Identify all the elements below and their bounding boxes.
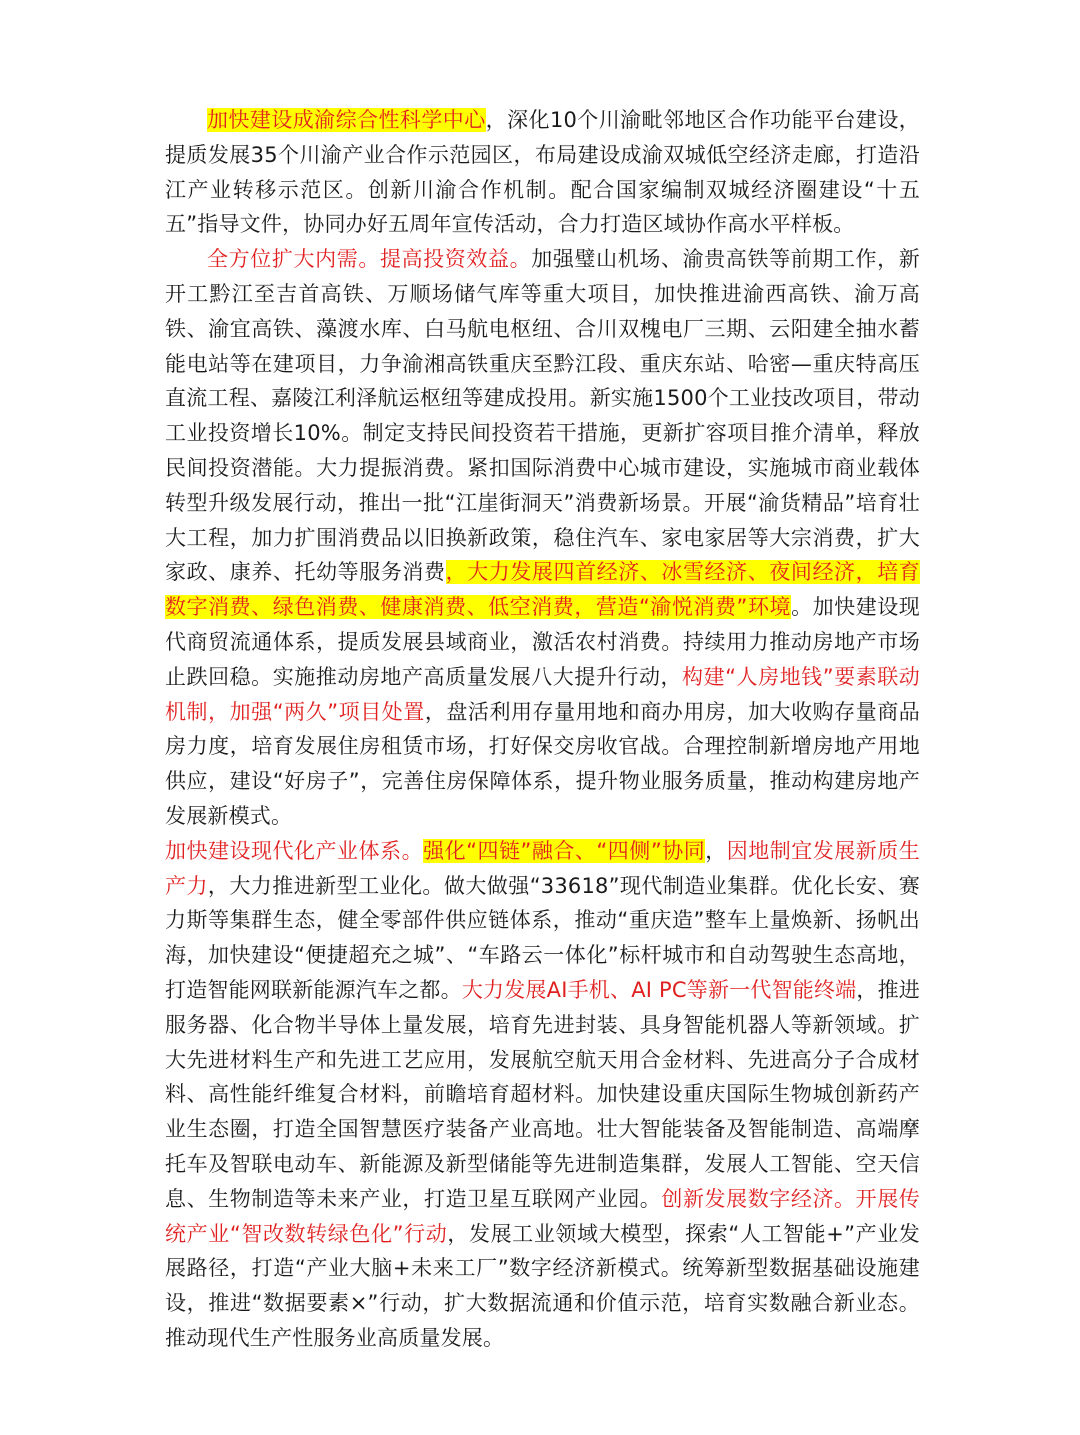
body-text: ， xyxy=(705,838,727,863)
paragraph-domestic-demand xyxy=(165,242,920,834)
highlighted-phrase: ，大力发展四首经济、冰雪经济、夜间经济，培育数字消费、绿色消费、健康消费、低空消费，营造“渝悦消费”环境 xyxy=(165,560,920,620)
body-text: 加强璧山机场、渝贵高铁等前期工作，新开工黔江至吉首高铁、万顺场储气库等重大项目，加快推进渝西高铁、渝万高铁、渝宜高铁、藻渡水库、白马航电枢纽、合川双槐电厂三期、云阳建全抽水蓄能电站等在建项目，力争渝湘高铁重庆至黔江段、重庆东站、哈密—重庆特高压直流工程、嘉陵江利泽航运枢纽等建成投用。新实施1500个工业技改项目，带动工业投资增长10%。制定支持民间投资若干措施，更新扩容项目推介清单，释放民间投资潜能。大力提振消费。紧扣国际消费中心城市建设，实施城市商业载体转型升级发展行动，推出一批“江崖街洞天”消费新场景。开展“渝货精品”培育壮大工程，加力扩围消费品以旧换新政策，稳住汽车、家电家居等大宗消费，扩大家政、康养、托幼等服务消费 xyxy=(165,247,920,585)
body-text: ，大力推进新型工业化。做大做强“33618”现代制造业集群。优化长安、赛力斯等集群生态，健全零部件供应链体系，推动“重庆造”整车上量焕新、扬帆出海，加快建设“便捷超充之城”、“车路云一体化”标杆城市和自动驾驶生态高地，打造智能网联新能源汽车之都。 xyxy=(165,873,920,1002)
red-emphasis-phrase: 因地制宜发展新质生产力 xyxy=(165,838,920,898)
paragraph-industrial-system xyxy=(165,834,920,1356)
red-emphasis-phrase: 大力发展AI手机、AI PC等新一代智能终端 xyxy=(461,977,857,1002)
red-heading-phrase: 全方位扩大内需。提高投资效益。 xyxy=(207,247,532,272)
body-text: ，深化10个川渝毗邻地区合作功能平台建设，提质发展35个川渝产业合作示范园区，布局建设成渝双城低空经济走廊，打造沿江产业转移示范区。创新川渝合作机制。配合国家编制双城经济圈建设“十五五”指导文件，协同办好五周年宣传活动，合力打造区域协作高水平样板。 xyxy=(165,108,920,237)
red-emphasis-phrase: 创新发展数字经济。开展传统产业“智改数转绿色化”行动 xyxy=(165,1186,920,1246)
paragraph-science-center xyxy=(165,103,920,242)
body-text: 。加快建设现代商贸流通体系，提质发展县域商业，激活农村消费。持续用力推动房地产市场止跌回稳。实施推动房地产高质量发展八大提升行动， xyxy=(165,595,920,689)
body-text: ，盘活利用存量用地和商办用房，加大收购存量商品房力度，培育发展住房租赁市场，打好保交房收官战。合理控制新增房地产用地供应，建设“好房子”，完善住房保障体系，提升物业服务质量，推动构建房地产发展新模式。 xyxy=(165,699,920,828)
body-text: ，发展工业领域大模型，探索“人工智能+”产业发展路径，打造“产业大脑+未来工厂”数字经济新模式。统筹新型数据基础设施建设，推进“数据要素×”行动，扩大数据流通和价值示范，培育实数融合新业态。推动现代生产性服务业高质量发展。 xyxy=(165,1221,921,1350)
red-emphasis-phrase: 构建“人房地钱”要素联动机制，加强“两久”项目处置 xyxy=(165,664,920,724)
body-text: ，推进服务器、化合物半导体上量发展，培育先进封装、具身智能机器人等新领域。扩大先进材料生产和先进工艺应用，发展航空航天用合金材料、先进高分子合成材料、高性能纤维复合材料，前瞻培育超材料。加快建设重庆国际生物城创新药产业生态圈，打造全国智慧医疗装备产业高地。壮大智能装备及智能制造、高端摩托车及智联电动车、新能源及新型储能等先进制造集群，发展人工智能、空天信息、生物制造等未来产业，打造卫星互联网产业园。 xyxy=(165,977,920,1211)
highlighted-phrase: 加快建设成渝综合性科学中心 xyxy=(207,108,486,132)
highlighted-phrase: 强化“四链”融合、“四侧”协同 xyxy=(423,838,706,863)
red-heading-phrase: 加快建设现代化产业体系。 xyxy=(165,838,424,863)
